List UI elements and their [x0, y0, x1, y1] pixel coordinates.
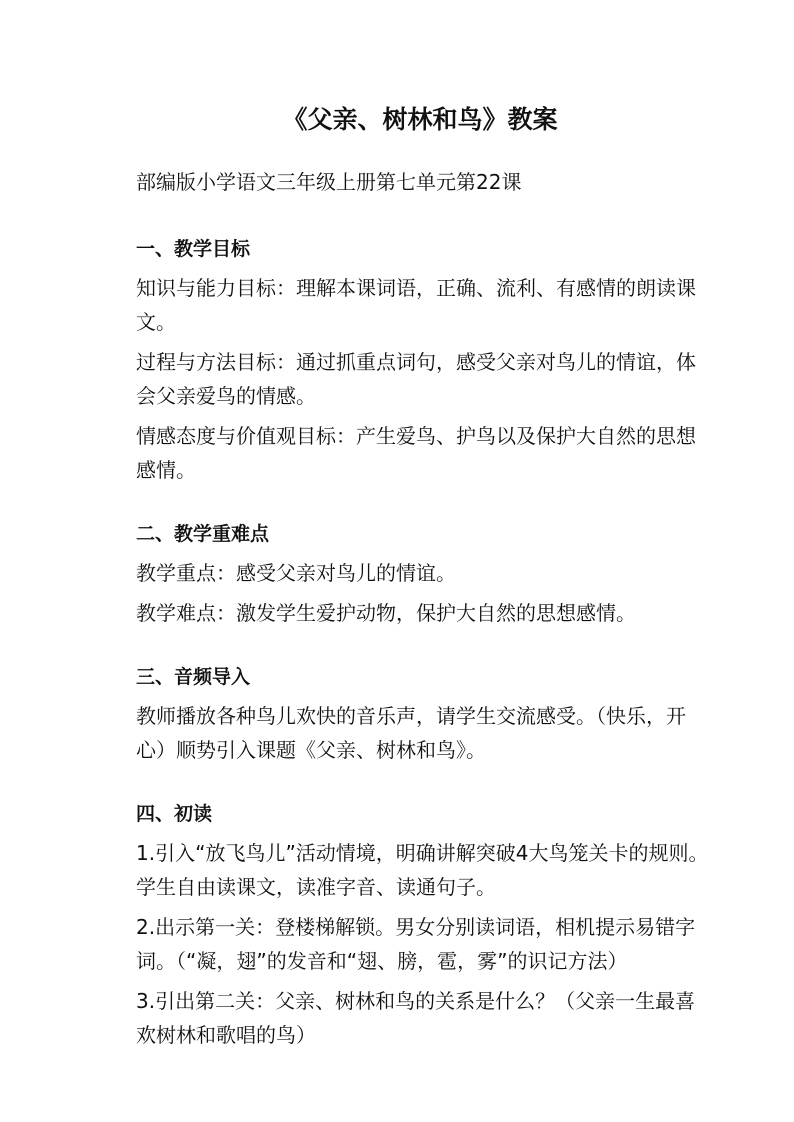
paragraph: 知识与能力目标：理解本课词语，正确、流利、有感情的朗读课文。	[136, 276, 696, 334]
section-heading: 二、教学重难点	[136, 523, 270, 545]
paragraph: 过程与方法目标：通过抓重点词句，感受父亲对鸟儿的情谊，体会父亲爱鸟的情感。	[136, 350, 696, 408]
paragraph: 情感态度与价值观目标：产生爱鸟、护鸟以及保护大自然的思想感情。	[136, 424, 696, 482]
paragraph: 教学难点：激发学生爱护动物，保护大自然的思想感情。	[136, 601, 636, 625]
section-teaching-goals	[136, 231, 708, 487]
section-audio-intro	[136, 659, 708, 767]
section-heading: 一、教学目标	[136, 238, 251, 260]
paragraph: 教师播放各种鸟儿欢快的音乐声，请学生交流感受。（快乐，开心）顺势引入课题《父亲、树林和鸟》。	[136, 704, 686, 762]
paragraph: 3.引出第二关：父亲、树林和鸟的关系是什么？（父亲一生最喜欢树林和歌唱的鸟）	[136, 989, 696, 1047]
paragraph: 2.出示第一关：登楼梯解锁。男女分别读词语，相机提示易错字词。（“凝，翅”的发音和“翅、膀，雹，雾”的识记方法）	[136, 915, 696, 973]
section-key-difficult-points	[136, 516, 708, 630]
document-subtitle: 部编版小学语文三年级上册第七单元第22课	[136, 170, 522, 194]
section-first-reading	[136, 796, 708, 1052]
document-title: 《父亲、树林和鸟》教案	[282, 105, 558, 134]
paragraph: 教学重点：感受父亲对鸟儿的情谊。	[136, 561, 456, 585]
paragraph: 1.引入“放飞鸟儿”活动情境，明确讲解突破4大鸟笼关卡的规则。学生自由读课文，读准字音、读通句子。	[136, 841, 709, 899]
section-heading: 四、初读	[136, 803, 213, 825]
section-heading: 三、音频导入	[136, 666, 251, 688]
